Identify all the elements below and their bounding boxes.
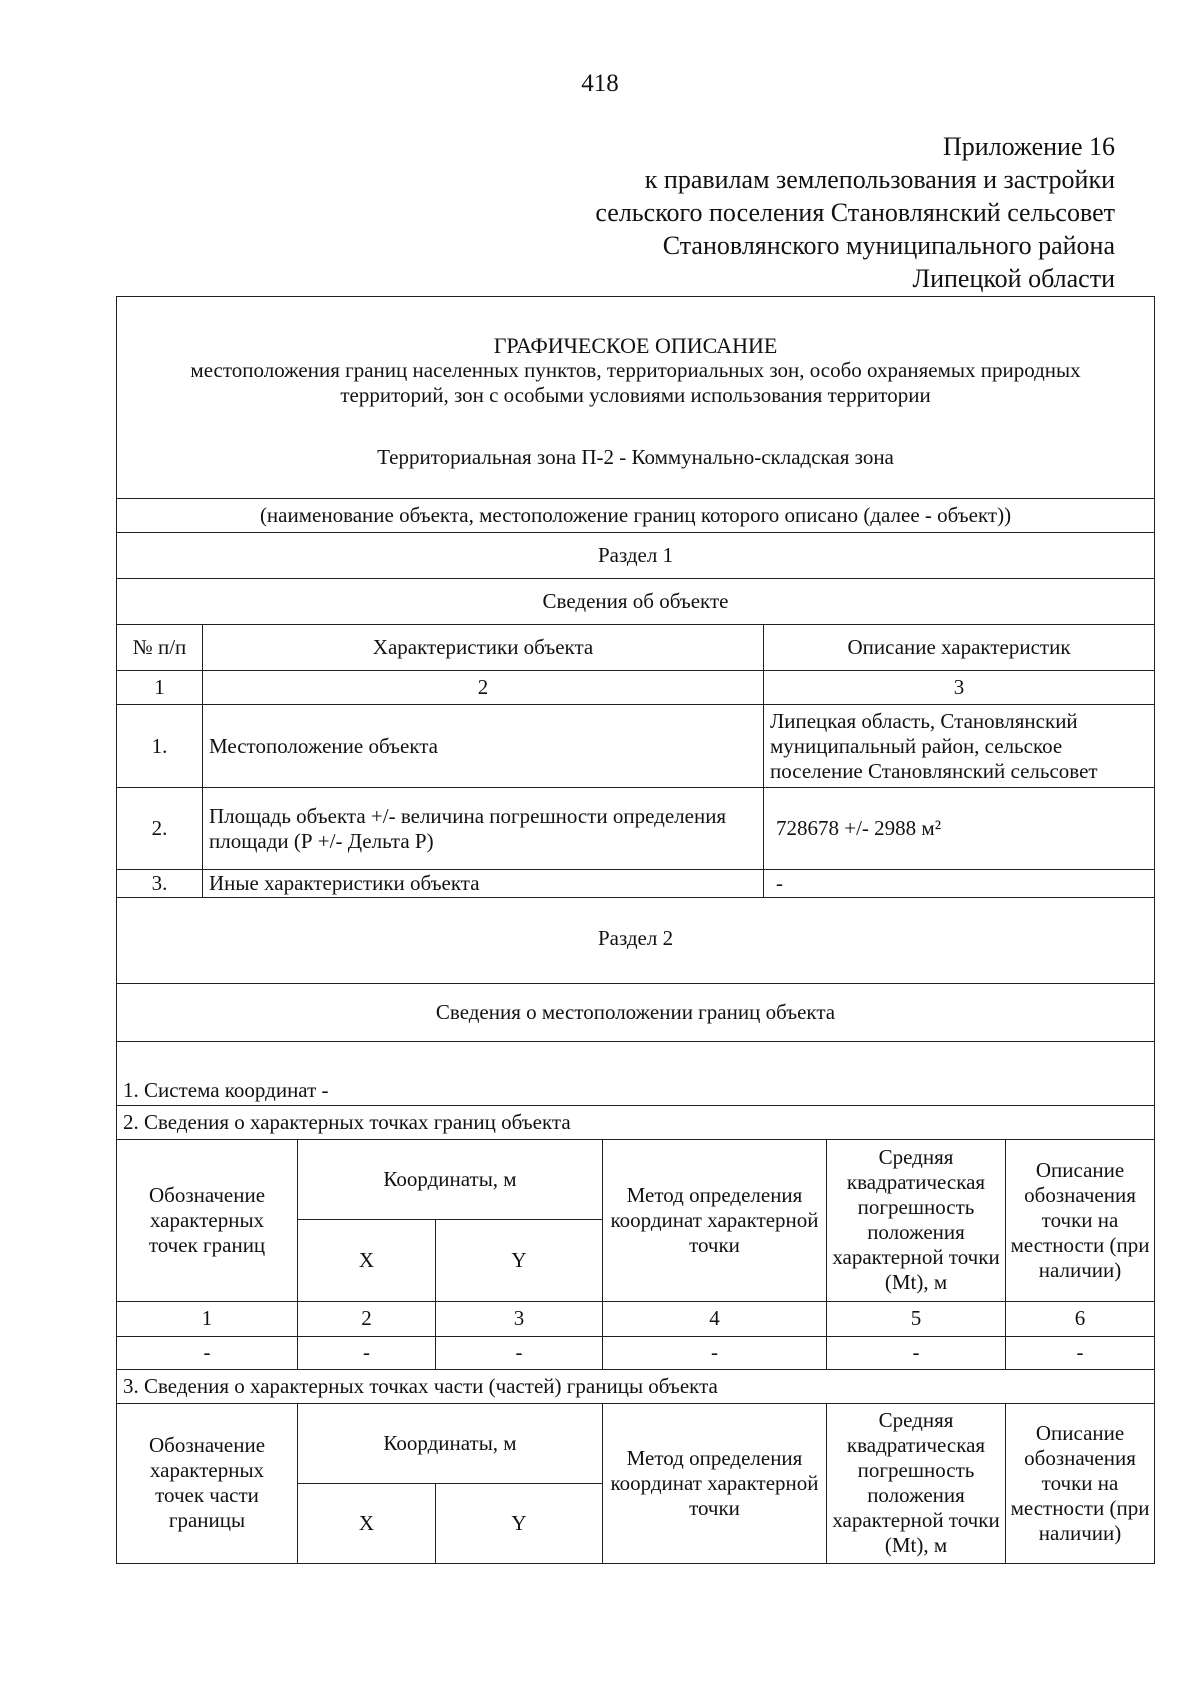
row-description: Липецкая область, Становлянский муниципальный район, сельское поселение Становлянский сельсовет [764, 705, 1155, 788]
col-header-coordinates: Координаты, м [298, 1403, 603, 1483]
graphic-description-table [116, 296, 1155, 898]
col-header-x: X [298, 1219, 436, 1301]
point-cell: - [436, 1336, 603, 1369]
coordinate-system: 1. Система координат - [117, 1041, 1155, 1105]
col-header-method: Метод определения координат характерной точки [603, 1139, 827, 1301]
page-number: 418 [581, 70, 619, 97]
col-header-designation-part: Обозначение характерных точек части границы [117, 1403, 298, 1563]
col-number: 4 [603, 1301, 827, 1336]
col-number: 2 [298, 1301, 436, 1336]
row-characteristic: Иные характеристики объекта [203, 870, 764, 898]
col-header-designation: Обозначение характерных точек границ [117, 1139, 298, 1301]
point-cell: - [117, 1336, 298, 1369]
section2-title: Раздел 2 [117, 895, 1155, 983]
col-header-x: X [298, 1483, 436, 1563]
col-header-method: Метод определения координат характерной точки [603, 1403, 827, 1563]
appendix-line-2: к правилам землепользования и застройки [644, 165, 1115, 194]
parts-heading: 3. Сведения о характерных точках части (частей) границы объекта [117, 1369, 1155, 1403]
col-number: 2 [203, 671, 764, 705]
section2-subtitle: Сведения о местоположении границ объекта [117, 983, 1155, 1041]
document-header [117, 297, 1155, 499]
appendix-line-5: Липецкой области [912, 264, 1115, 293]
section1-subtitle: Сведения об объекте [117, 579, 1155, 625]
col-header-point-description: Описание обозначения точки на местности (при наличии) [1006, 1139, 1155, 1301]
points-heading: 2. Сведения о характерных точках границ объекта [117, 1105, 1155, 1139]
document-subtitle-2: территорий, зон с особыми условиями использования территории [340, 383, 931, 407]
appendix-line-4: Становлянского муниципального района [662, 231, 1115, 260]
col-header-coordinates: Координаты, м [298, 1139, 603, 1219]
appendix-line-3: сельского поселения Становлянский сельсовет [595, 198, 1115, 227]
point-cell: - [827, 1336, 1006, 1369]
row-description: - [764, 870, 1155, 898]
row-number: 3. [117, 870, 203, 898]
col-header-error: Средняя квадратическая погрешность положения характерной точки (Mt), м [827, 1403, 1006, 1563]
table-row [117, 1336, 1155, 1369]
col-header-y: Y [436, 1219, 603, 1301]
col-number: 6 [1006, 1301, 1155, 1336]
zone-name: Территориальная зона П-2 - Коммунально-складская зона [377, 445, 894, 469]
col-number: 1 [117, 671, 203, 705]
point-cell: - [603, 1336, 827, 1369]
document-title: ГРАФИЧЕСКОЕ ОПИСАНИЕ [493, 333, 778, 358]
col-header-description: Описание характеристик [764, 625, 1155, 671]
row-number: 1. [117, 705, 203, 788]
row-description: 728678 +/- 2988 м² [764, 788, 1155, 870]
appendix-header [415, 130, 1115, 295]
appendix-line-1: Приложение 16 [942, 132, 1115, 161]
section1-title: Раздел 1 [117, 533, 1155, 579]
col-header-y: Y [436, 1483, 603, 1563]
col-header-error: Средняя квадратическая погрешность положения характерной точки (Mt), м [827, 1139, 1006, 1301]
col-number: 3 [436, 1301, 603, 1336]
point-cell: - [1006, 1336, 1155, 1369]
col-header-point-description: Описание обозначения точки на местности (при наличии) [1006, 1403, 1155, 1563]
col-header-characteristic: Характеристики объекта [203, 625, 764, 671]
table-row [117, 788, 1155, 870]
col-header-number: № п/п [117, 625, 203, 671]
table-row [117, 705, 1155, 788]
table-row [117, 870, 1155, 898]
row-number: 2. [117, 788, 203, 870]
zone-caption: (наименование объекта, местоположение границ которого описано (далее - объект)) [117, 499, 1155, 533]
col-number: 3 [764, 671, 1155, 705]
section2-table [116, 895, 1155, 1564]
document-subtitle-1: местоположения границ населенных пунктов, территориальных зон, особо охраняемых природных [190, 358, 1081, 382]
col-number: 5 [827, 1301, 1006, 1336]
point-cell: - [298, 1336, 436, 1369]
row-characteristic: Местоположение объекта [203, 705, 764, 788]
row-characteristic: Площадь объекта +/- величина погрешности определения площади (Р +/- Дельта Р) [203, 788, 764, 870]
col-number: 1 [117, 1301, 298, 1336]
